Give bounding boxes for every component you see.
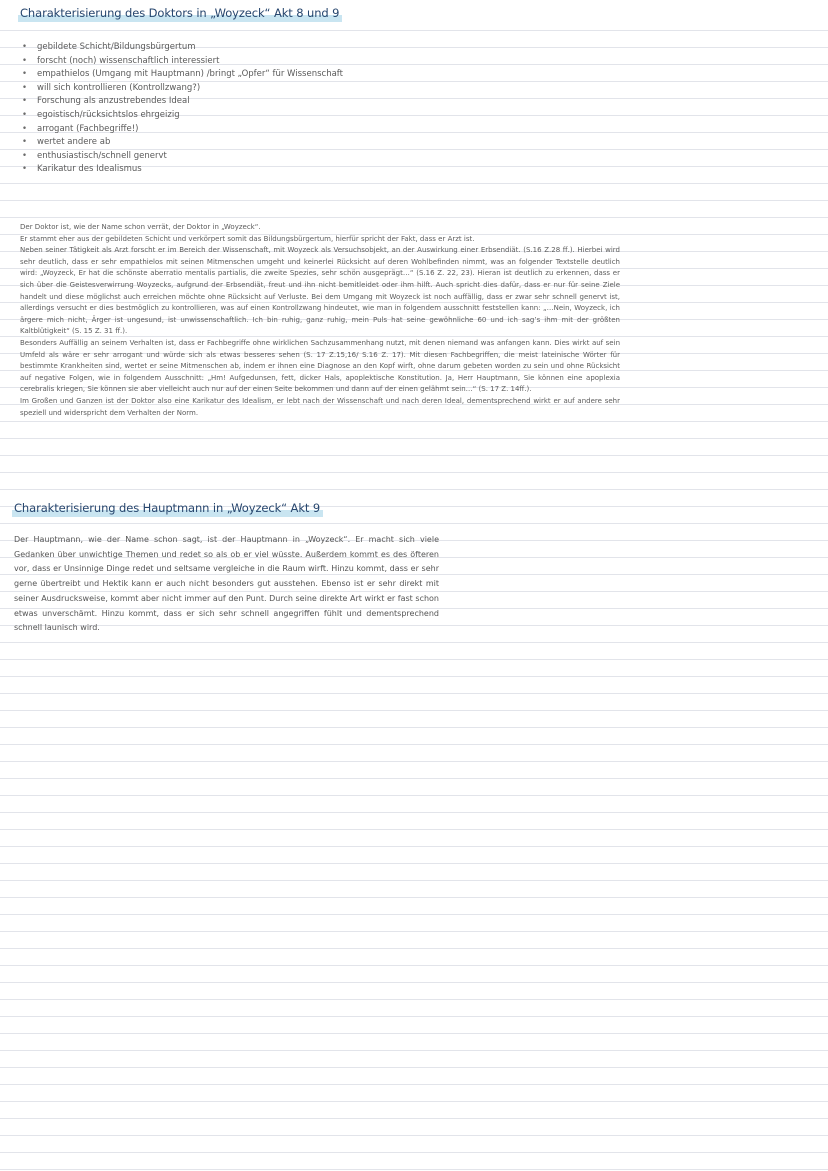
- doktor-paragraph: Er stammt eher aus der gebildeten Schicht und verkörpert somit das Bildungsbürgertum, hierfür spricht der Fakt, dass er Arzt ist.: [20, 234, 475, 243]
- bullet-item: • empathielos (Umgang mit Hauptmann) /bringt „Opfer“ für Wissenschaft: [22, 68, 343, 82]
- doktor-paragraph: Neben seiner Tätigkeit als Arzt forscht er im Bereich der Wissenschaft, mit Woyzeck als Versuchsobjekt, an der Auswirkung einer Erbsendiät. (S.16 Z.28 ff.). Hierbei wird sehr deutlich, dass er sehr empathielos mit seinen Mitmenschen umgeht und keinerlei Rücksicht auf deren Wohlbefinden nimmt, was an folgender Textstelle deutlich wird: „Woyzeck, Er hat die schönste aberratio mentalis partialis, die zweite Spezies, sehr schön ausgeprägt…“ (S.16 Z. 22, 23). Hieran ist deutlich zu erkennen, dass er sich über die Geistesverwirrung Woyzecks, aufgrund der Erbsendiät, freut und ihn nicht bemitleidet oder ihm hilft. Auch spricht dies dafür, dass er nur für seine Ziele handelt und diese möglichst auch erreichen möchte ohne Rücksicht auf Verluste. Bei dem Umgang mit Woyzeck ist noch auffällig, dass er zwar sehr schnell genervt ist, allerdings versucht er dies bestmöglich zu kontrollieren, was auf einen Kontrollzwang hindeutet, wie man in folgendem ausschnitt feststellen kann: „…Nein, Woyzeck, ich ärgere mich nicht, Ärger ist ungesund, ist unwissenschaftlich. Ich bin ruhig, ganz ruhig, mein Puls hat seine gewöhnliche 60 und ich sag’s ihm mit der größten Kaltblütigkeit“ (S. 15 Z. 31 ff.).: [20, 246, 620, 336]
- doktor-bullet-list: [22, 41, 343, 177]
- hauptmann-paragraph: Der Hauptmann, wie der Name schon sagt, ist der Hauptmann in „Woyzeck“. Er macht sich viele Gedanken über unwichtige Themen und redet so als ob er viel wüsste. Außerdem kommt es des öfteren vor, dass er Unsinnige Dinge redet und seltsame vergleiche in die Raum wirft. Hinzu kommt, dass er sehr gerne übertreibt und Hektik kann er auch nicht besonders gut ausstehen. Ebenso ist er sehr direkt mit seiner Ausdrucksweise, kommt aber nicht immer auf den Punt. Durch seine direkte Art wirkt er fast schon etwas unverschämt. Hinzu kommt, dass er sich sehr schnell angegriffen fühlt und dementsprechend schnell launisch wird.: [14, 535, 439, 633]
- doktor-paragraph: Im Großen und Ganzen ist der Doktor also eine Karikatur des Idealism, er lebt nach der Wissenschaft und nach deren Ideal, dementsprechend wirkt er auf andere sehr speziell und widerspricht dem Verhalten der Norm.: [20, 396, 620, 417]
- bullet-item: • forscht (noch) wissenschaftlich interessiert: [22, 55, 343, 69]
- bullet-dot-icon: •: [22, 164, 28, 175]
- bullet-dot-icon: •: [22, 137, 28, 148]
- bullet-dot-icon: •: [22, 55, 28, 66]
- bullet-item: • Karikatur des Idealismus: [22, 163, 343, 177]
- bullet-item: • egoistisch/rücksichtslos ehrgeizig: [22, 109, 343, 123]
- bullet-item: • enthusiastisch/schnell genervt: [22, 150, 343, 164]
- heading-doktor: [20, 6, 339, 20]
- heading-hauptmann-text: Charakterisierung des Hauptmann in „Woyzeck“ Akt 9: [14, 501, 321, 515]
- bullet-dot-icon: •: [22, 69, 28, 80]
- heading-hauptmann: [14, 501, 320, 515]
- heading-doktor-text: Charakterisierung des Doktors in „Woyzeck“ Akt 8 und 9: [20, 6, 340, 20]
- bullet-item: • wertet andere ab: [22, 136, 343, 150]
- bullet-dot-icon: •: [22, 123, 28, 134]
- bullet-item: • gebildete Schicht/Bildungsbürgertum: [22, 41, 343, 55]
- bullet-item: • Forschung als anzustrebendes Ideal: [22, 95, 343, 109]
- bullet-dot-icon: •: [22, 150, 28, 161]
- bullet-item: • will sich kontrollieren (Kontrollzwang?): [22, 82, 343, 96]
- bullet-dot-icon: •: [22, 109, 28, 120]
- bullet-item: • arrogant (Fachbegriffe!): [22, 123, 343, 137]
- doktor-characterization-text: [20, 222, 620, 419]
- doktor-paragraph: Der Doktor ist, wie der Name schon verrät, der Doktor in „Woyzeck“.: [20, 223, 261, 231]
- bullet-dot-icon: •: [22, 96, 28, 107]
- bullet-dot-icon: •: [22, 42, 28, 52]
- bullet-dot-icon: •: [22, 82, 28, 93]
- hauptmann-characterization-text: [14, 533, 439, 636]
- doktor-paragraph: Besonders Auffällig an seinem Verhalten ist, dass er Fachbegriffe ohne wirklichen Sachzusammenhang nutzt, mit denen niemand was anfangen kann. Dies wirkt auf sein Umfeld als wäre er sehr arrogant und würde sich als etwas besseres sehen (S. 17 Z.15,16/ S.16 Z. 17). Mit diesen Fachbegriffen, die meist lateinische Wörter für bestimmte Krankheiten sind, wertet er seine Mitmenschen ab, indem er ihnen eine Diagnose an den Kopf wirft, ohne darum gebeten worden zu sein und ohne Rücksicht auf negative Folgen, wie in folgendem Ausschnitt: „Hm! Aufgedunsen, fett, dicker Hals, apoplektische Konstitution. Ja, Herr Hauptmann, Sie können eine apoplexia cerebralis kriegen, Sie können sie aber vielleicht auch nur auf der einen Seite bekommen und dann auf der einen gelähmt sein…“ (S. 17 Z. 14ff.).: [20, 338, 620, 394]
